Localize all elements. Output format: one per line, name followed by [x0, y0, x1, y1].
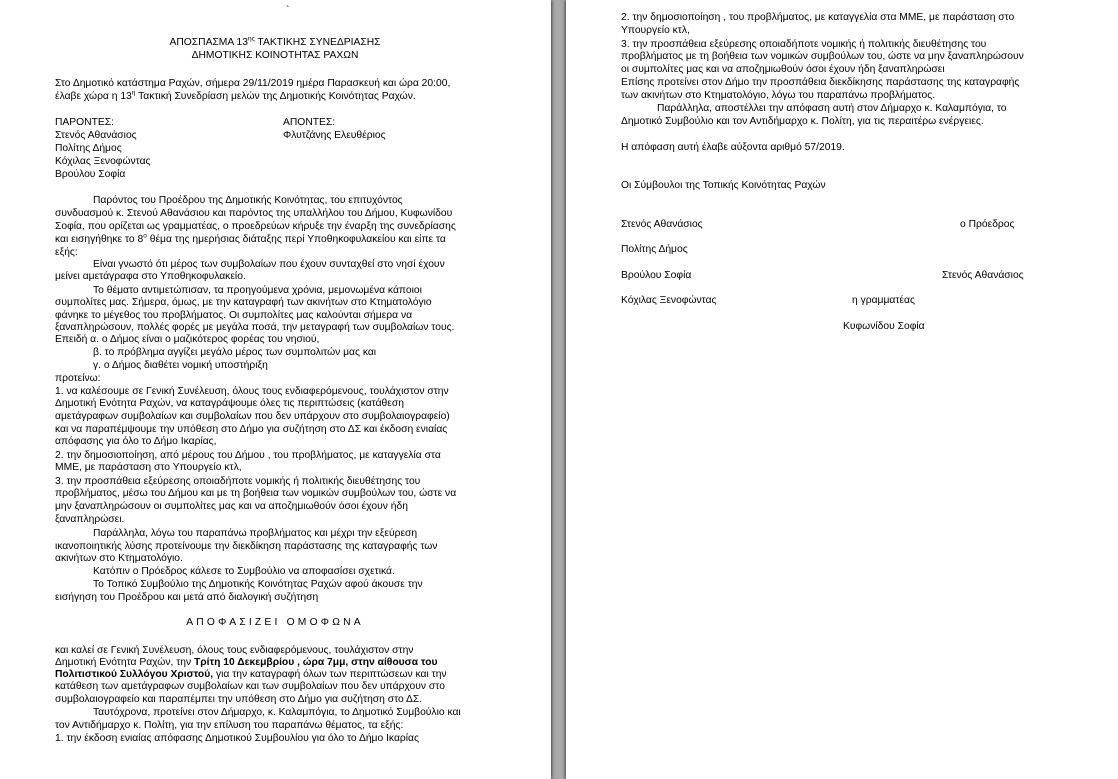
body-line: συνδυασμού κ. Στενού Αθανάσιου και παρόντος της υπαλλήλου του Δήμου, Κυφωνίδου [55, 208, 453, 219]
document-page-left [0, 0, 551, 779]
body-line: γ. ο Δήμος διαθέτει νομική υποστήριξη [93, 360, 268, 371]
signature-name: Κόχιλας Ξενοφώντας [621, 295, 717, 306]
continuation-line: 2. την δημοσιοποίηση , του προβλήματος, με καταγγελία στα ΜΜΕ, με παράσταση στο [621, 12, 1015, 23]
body-line: συμπολίτες μας. Σήμερα, όμως, με την καταγραφή των ακινήτων στο Κτηματολόγιο [55, 297, 432, 308]
proposal-line: Δημοτική Ενότητα Ραχών, να καταγράψουμε όλες τις περιπτώσεις (κατάθεση [55, 398, 404, 409]
body-line: ικανοποιητικής λύσης προτείνουμε την διεκδίκηση παράστασης της καταγραφής των [55, 541, 438, 552]
sends-line: Δημοτικό Συμβούλιο και τον Αντιδήμαρχο κ. Πολίτη, για τις περαιτέρω ενέργειες. [621, 116, 984, 127]
proposal-line: αμετάγραφων συμβολαίων και συμβολαίων που δεν υπάρχουν στο συμβολαιογραφείο) [55, 411, 450, 422]
signature-role: η γραμματέας [852, 295, 915, 306]
body-line: Επειδή α. ο Δήμος είναι ο μαζικότερος φορέας του νησιού, [55, 334, 320, 345]
document-title-line1: ΑΠΟΣΠΑΣΜΑ $13^{\eta\varsigma}$ ΤΑΚΤΙΚΗΣ ΣΥΝΕΔΡΙΑΣΗΣ [169, 35, 381, 48]
body-line: εξής: [55, 247, 78, 258]
body-line: Το Τοπικό Συμβούλιο της Δημοτικής Κοινότητας Ραχών αφού άκουσε την [93, 579, 423, 590]
body-line: προτείνω: [55, 373, 101, 384]
decision-line: και καλεί σε Γενική Συνέλευση, όλους τους ενδιαφερόμενους, τουλάχιστον στην [55, 645, 414, 656]
body-line: Παρόντος του Προέδρου της Δημοτικής Κοινότητας, του επιτυχόντος [93, 195, 403, 206]
intro-line: Στο Δημοτικό κατάστημα Ραχών, σήμερα 29/11/2019 ημέρα Παρασκευή και ώρα 20:00, [55, 78, 451, 89]
body-line: φάνηκε το μέγεθος του προβλήματος. Οι συμπολίτες μας καλούνται σήμερα να [55, 310, 413, 321]
body-line: Το θέματο αντιμετώπισαν, τα προηγούμενα χρόνια, μεμονωμένα κάποιοι [93, 285, 422, 296]
decision-line: συμβολαιογραφείο και παραπέμπει την υπόθεση στο Δήμο για συζήτηση στο ΔΣ. [55, 694, 423, 705]
body-line: Παράλληλα, λόγω του παραπάνω προβλήματος και μέχρι την εξεύρεση [93, 528, 418, 539]
continuation-line: των ακινήτων στο Κτηματολόγιο, λόγω του παραπάνω προβλήματος. [621, 90, 936, 101]
proposal-line: απόφασης για όλο το Δήμο Ικαρίας, [55, 436, 217, 447]
continuation-line: 3. την προσπάθεια εξεύρεσης οποιαδήποτε νομικής ή πολιτικής διευθέτησης του [621, 39, 987, 50]
present-member: Βρούλου Σοφία [55, 169, 126, 180]
present-member: Στενός Αθανάσιος [55, 130, 137, 141]
decision-line: Πολιτιστικού Συλλόγου Χριστού, για την καταγραφή όλων των περιπτώσεων και την [55, 669, 447, 680]
present-member: Πολίτης Δήμος [55, 143, 122, 154]
secretary-name: Κυφωνίδου Σοφία [843, 321, 925, 332]
body-line: και εισηγήθηκε το $8^o$ θέμα της ημερήσιας διάταξης περί Υποθηκοφυλακείου και είπε τα [55, 232, 446, 245]
proposal-line: 2. την δημοσιοποίηση, από μέρους του Δήμου , του προβλήματος, με καταγγελία στα [55, 450, 441, 461]
absent-label: ΑΠΟΝΤΕΣ: [283, 117, 336, 128]
body-line: εισήγηση του Προέδρου και μετά από διαλογική συζήτηση [55, 592, 319, 603]
proposal-line: προβλήματος, μέσω του Δήμου και με τη βοήθεια των νομικών συμβούλων του, ώστε να [55, 488, 457, 499]
body-line: Είναι γνωστό ότι μέρος των συμβολαίων που έχουν συνταχθεί στο νησί έχουν [93, 259, 445, 270]
decision-heading: ΑΠΟΦΑΣΙΖΕΙ ΟΜΟΦΩΝΑ [186, 617, 364, 628]
proposal-line: μην ξαναπληρώσουν οι συμπολίτες μας και να αποζημιωθούν όσοι έχουν ήδη [55, 501, 408, 512]
decision-line: Ταυτόχρονα, προτείνει στον Δήμαρχο, κ. Καλαμπόγια, το Δημοτικό Συμβούλιο και [93, 707, 461, 718]
body-line: μείνει αμετάγραφα στο Υποθηκοφυλακείο. [55, 271, 246, 282]
proposal-line: 3. την προσπάθεια εξεύρεσης οποιαδήποτε νομικής ή πολιτικής διευθέτησης του [55, 476, 421, 487]
signature-role: ο Πρόεδρος [960, 219, 1015, 230]
present-label: ΠΑΡΟΝΤΕΣ: [55, 117, 115, 128]
body-line: ακινήτων στο Κτηματολόγιο. [55, 553, 183, 564]
body-line: Σοφία, που ορίζεται ως γραμματέας, ο προεδρεύων κήρυξε την έναρξη της συνεδρίασης [55, 221, 456, 232]
absent-member: Φλυτζάνης Ελευθέριος [283, 130, 386, 141]
decision-line: Δημοτική Ενότητα Ραχών, την Τρίτη 10 Δεκεμβρίου , ώρα 7μμ, στην αίθουσα του [55, 657, 438, 668]
proposal-line: 1. να καλέσουμε σε Γενική Συνέλευση, όλους τους ενδιαφερόμενους, τουλάχιστον στην [55, 386, 449, 397]
continuation-line: προβλήματος με τη βοήθεια των νομικών συμβούλων του, ώστε να μην ξαναπληρώσουν [621, 51, 1024, 62]
document-page-right [566, 0, 1118, 779]
decision-line: 1. την έκδοση ενιαίας απόφασης Δημοτικού Συμβουλίου για όλο το Δήμο Ικαρίας [55, 733, 419, 744]
continuation-line: Υπουργείο κτλ, [621, 25, 690, 36]
stray-mark: ` [286, 5, 290, 16]
body-line: Κατόπιν ο Πρόεδρος κάλεσε το Συμβούλιο να αποφασίσει σχετικά. [93, 566, 395, 577]
decision-line: κατάθεση των αμετάγραφων συμβολαίων και των συμβολαίων που δεν υπάρχουν στο [55, 681, 445, 692]
body-line: β. το πρόβλημα αγγίζει μεγάλο μέρος των συμπολιτών μας και [93, 347, 377, 358]
signature-name: Στενός Αθανάσιος [942, 270, 1024, 281]
signature-name: Βρούλου Σοφία [621, 270, 692, 281]
intro-line: έλαβε χώρα η $13^\eta$ Τακτική Συνεδρίαση μελών της Δημοτικής Κοινότητας Ραχών. [55, 89, 416, 102]
continuation-line: οι συμπολίτες μας και να αποζημιωθούν όσοι έχουν ήδη ξαναπληρώσει [621, 64, 945, 75]
present-member: Κόχιλας Ξενοφώντας [55, 156, 151, 167]
signature-name: Στενός Αθανάσιος [621, 219, 703, 230]
signature-name: Πολίτης Δήμος [621, 244, 688, 255]
sends-line: Παράλληλα, αποστέλλει την απόφαση αυτή στον Δήμαρχο κ. Καλαμπόγια, το [657, 103, 1007, 114]
proposal-line: και να παραπέμψουμε την υπόθεση στο Δήμο για συζήτηση στο ΔΣ και έκδοση ενιαίας [55, 424, 448, 435]
decision-line: τον Αντιδήμαρχο κ. Πολίτη, για την επίλυση του παραπάνω θέματος, τα εξής: [55, 720, 404, 731]
continuation-line: Επίσης προτείνει στον Δήμο την προσπάθεια διεκδίκησης παράστασης της καταγραφής [621, 77, 1020, 88]
proposal-line: ξαναπληρώσει. [55, 514, 125, 525]
councillors-heading: Οι Σύμβουλοι της Τοπικής Κοινότητας Ραχών [621, 180, 826, 191]
decision-number: Η απόφαση αυτή έλαβε αύξοντα αριθμό 57/2019. [621, 142, 845, 153]
proposal-line: ΜΜΕ, με παράσταση στο Υπουργείο κτλ, [55, 462, 242, 473]
body-line: ξαναπληρώσουν, πολλές φορές με μεγάλα ποσά, την μεταγραφή των συμβολαίων τους. [55, 322, 455, 333]
document-title-line2: ΔΗΜΟΤΙΚΗΣ ΚΟΙΝΟΤΗΤΑΣ ΡΑΧΩΝ [191, 50, 359, 61]
